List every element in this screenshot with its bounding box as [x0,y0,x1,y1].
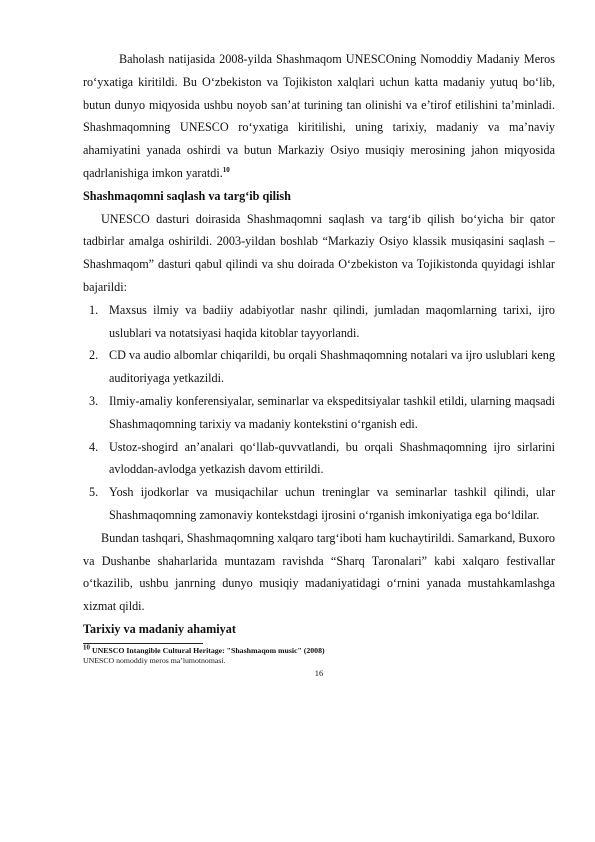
list-item-text: CD va audio albomlar chiqarildi, bu orqali Shashmaqomning notalari va ijro uslublari keng auditoriyaga yetkazildi. [109,348,555,386]
list-item [83,390,555,436]
footnote-divider [83,643,203,644]
page-number: 16 [314,667,324,678]
list-number: 4. [89,439,99,454]
list-item-text: Ilmiy-amaliy konferensiyalar, seminarlar va ekspeditsiyalar tashkil etildi, ularning maqsadi Shashmaqomning tarixiy va madaniy kontekstini o‘rganish edi. [109,393,555,431]
list-number: 5. [89,485,99,500]
list-number: 3. [89,393,99,408]
footnote [83,643,555,656]
paragraph-unesco-program: UNESCO dasturi doirasida Shashmaqomni saqlash va targ‘ib qilish bo‘yicha bir qator tadbirlar amalga oshirildi. 2003-yildan boshlab “Markaziy Osiyo klassik musiqasini saqlash – Shashmaqom” dasturi qabul qilindi va shu doirada O‘zbekiston va Tojikistonda quyidagi ishlar bajarildi: [83,211,555,294]
footnote-ref[interactable]: 10 [222,165,230,174]
footnote-number: 10 [83,643,90,652]
list-item [83,344,555,390]
paragraph-international-promotion: Bundan tashqari, Shashmaqomning xalqaro targ‘iboti ham kuchaytirildi. Samarkand, Buxoro va Dushanbe shaharlarida muntazam ravishda “Sharq Taronalari” kabi xalqaro festivallar o‘tkazilib, ushbu janrning dunyo musiqiy madaniyatidagi o‘rnini yanada mustahkamlashga xizmat qildi. [83,530,555,614]
list-number: 2. [89,348,99,363]
list-item-text: Maxsus ilmiy va badiiy adabiyotlar nashr qilindi, jumladan maqomlarning tarixi, ijro uslublari va notatsiyasi haqida kitoblar tayyorlandi. [109,302,555,340]
footnote-source-detail: : "Shashmaqom music" (2008) [222,645,325,655]
list-item [83,481,555,527]
document-page [83,48,555,678]
activities-list [83,299,555,527]
footnote-source-title: UNESCO Intangible Cultural Heritage [91,645,223,655]
list-item-text: Yosh ijodkorlar va musiqachilar uchun treninglar va seminarlar tashkil qilindi, ular Shashmaqomning zamonaviy kontekstdagi ijrosini o‘rganish imkoniyatiga ega bo‘ldilar. [109,485,555,522]
section-heading-preservation: Shashmaqomni saqlash va targ‘ib qilish [83,188,291,203]
list-item [83,436,555,482]
paragraph-unesco-listing [83,48,555,185]
list-item-text: Ustoz-shogird an’analari qo‘llab-quvvatlandi, bu orqali Shashmaqomning ijro sirlarini avloddan-avlodga yetkazish davom ettirildi. [109,439,555,477]
list-item [83,299,555,345]
list-number: 1. [89,302,99,317]
footnote-line-2: UNESCO nomoddiy meros ma’lumotnomasi. [83,655,226,665]
section-heading-historical: Tarixiy va madaniy ahamiyat [83,621,236,636]
paragraph-text: Baholash natijasida 2008-yilda Shashmaqom UNESCOning Nomoddiy Madaniy Meros ro‘yxatiga kiritildi. Bu O‘zbekiston va Tojikiston xalqlari uchun katta madaniy yutuq bo‘lib, butun dunyo miqyosida ushbu noyob san’at turining tan olinishi va e’tirof etilishini ta’minladi. Shashmaqomning UNESCO ro‘yxatiga kiritilishi, uning tarixiy, madaniy va ma’naviy ahamiyatini yanada oshirdi va butun Markaziy Osiyo musiqiy merosining jahon miqyosida qadrlanishiga imkon yaratdi. [83,52,555,180]
